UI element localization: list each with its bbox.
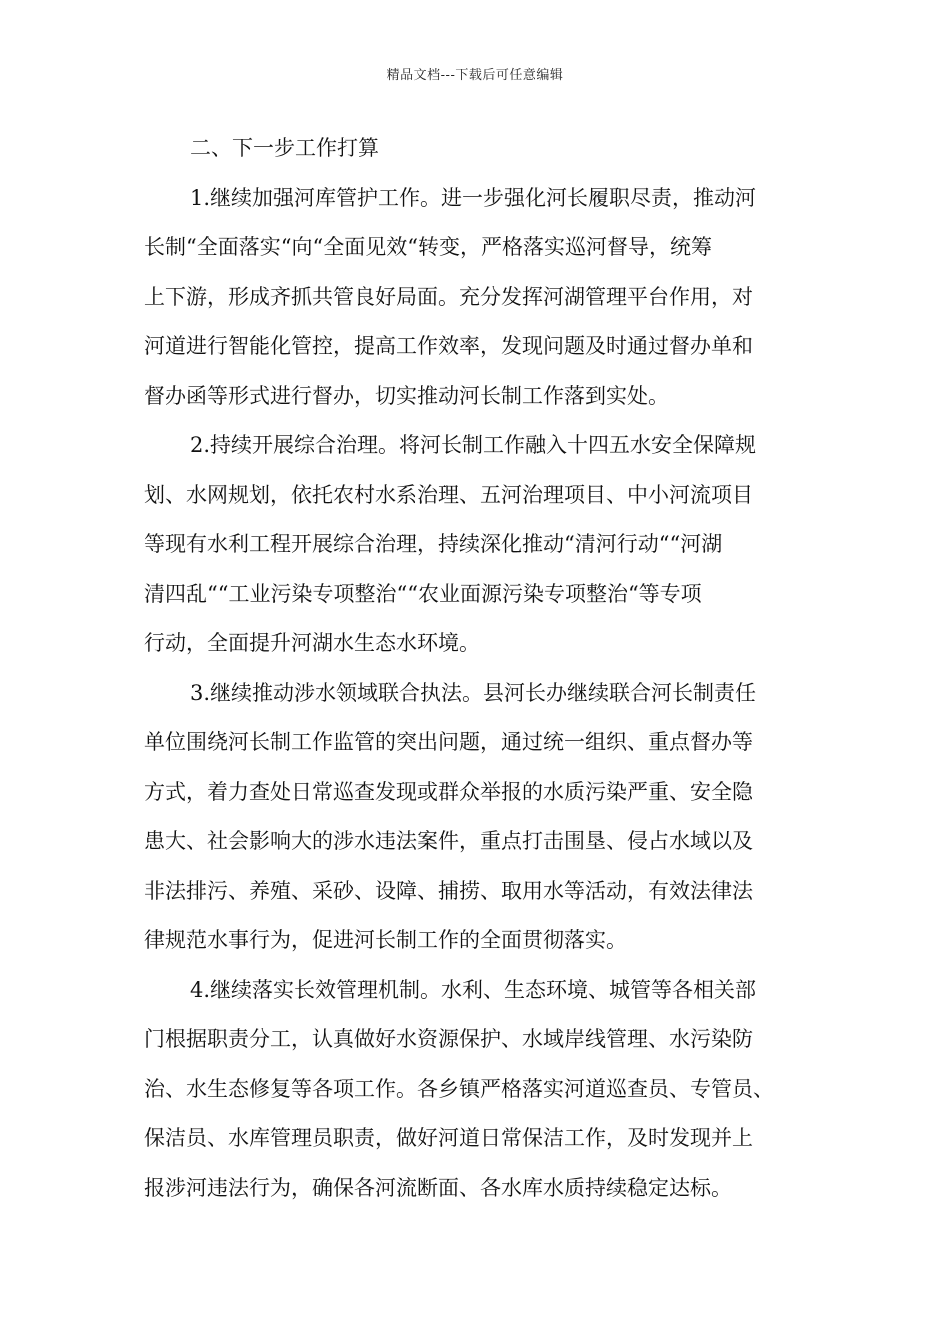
section-heading: 二、下一步工作打算 <box>190 136 379 160</box>
paragraph-line: 河道进行智能化管控，提高工作效率，发现问题及时通过督办单和 <box>144 334 753 358</box>
paragraph-line: 单位围绕河长制工作监管的突出问题，通过统一组织、重点督办等 <box>144 730 753 754</box>
paragraph-line: 治、水生态修复等各项工作。各乡镇严格落实河道巡查员、专管员、 <box>144 1076 774 1101</box>
paragraph-3 <box>144 669 810 966</box>
paragraph-line: 上下游，形成齐抓共管良好局面。充分发挥河湖管理平台作用，对 <box>144 284 753 309</box>
paragraph-line: 报涉河违法行为，确保各河流断面、各水库水质持续稳定达标。 <box>144 1175 732 1200</box>
paragraph-line: 非法排污、养殖、采砂、设障、捕捞、取用水等活动，有效法律法 <box>144 878 753 903</box>
paragraph-line: 2.持续开展综合治理。将河长制工作融入十四五水安全保障规 <box>190 433 757 457</box>
document-body <box>144 124 810 1213</box>
paragraph-line: 患大、社会影响大的涉水违法案件，重点打击围垦、侵占水域以及 <box>144 829 753 853</box>
paragraph-4 <box>144 966 810 1214</box>
paragraph-2 <box>144 421 810 669</box>
page-header: 精品文档---下载后可任意编辑 <box>386 68 564 83</box>
paragraph-line: 清四乱““工业污染专项整治““农业面源污染专项整治“等专项 <box>144 581 702 606</box>
paragraph-line: 督办函等形式进行督办，切实推动河长制工作落到实处。 <box>144 383 669 408</box>
paragraph-line: 等现有水利工程开展综合治理，持续深化推动“清河行动““河湖 <box>144 532 723 556</box>
paragraph-line: 门根据职责分工，认真做好水资源保护、水域岸线管理、水污染防 <box>144 1027 753 1051</box>
paragraph-line: 长制“全面落实“向“全面见效“转变，严格落实巡河督导，统筹 <box>144 235 712 259</box>
paragraph-1 <box>144 174 810 422</box>
paragraph-line: 保洁员、水库管理员职责，做好河道日常保洁工作，及时发现并上 <box>144 1126 753 1150</box>
paragraph-line: 4.继续落实长效管理机制。水利、生态环境、城管等各相关部 <box>190 977 757 1002</box>
paragraph-line: 划、水网规划，依托农村水系治理、五河治理项目、中小河流项目 <box>144 482 753 507</box>
paragraph-line: 方式，着力查处日常巡查发现或群众举报的水质污染严重、安全隐 <box>144 779 753 804</box>
paragraph-line: 行动，全面提升河湖水生态水环境。 <box>144 631 480 655</box>
paragraph-line: 3.继续推动涉水领域联合执法。县河长办继续联合河长制责任 <box>190 680 757 705</box>
paragraph-line: 律规范水事行为，促进河长制工作的全面贯彻落实。 <box>144 928 627 952</box>
paragraph-line: 1.继续加强河库管护工作。进一步强化河长履职尽责，推动河 <box>190 185 757 210</box>
